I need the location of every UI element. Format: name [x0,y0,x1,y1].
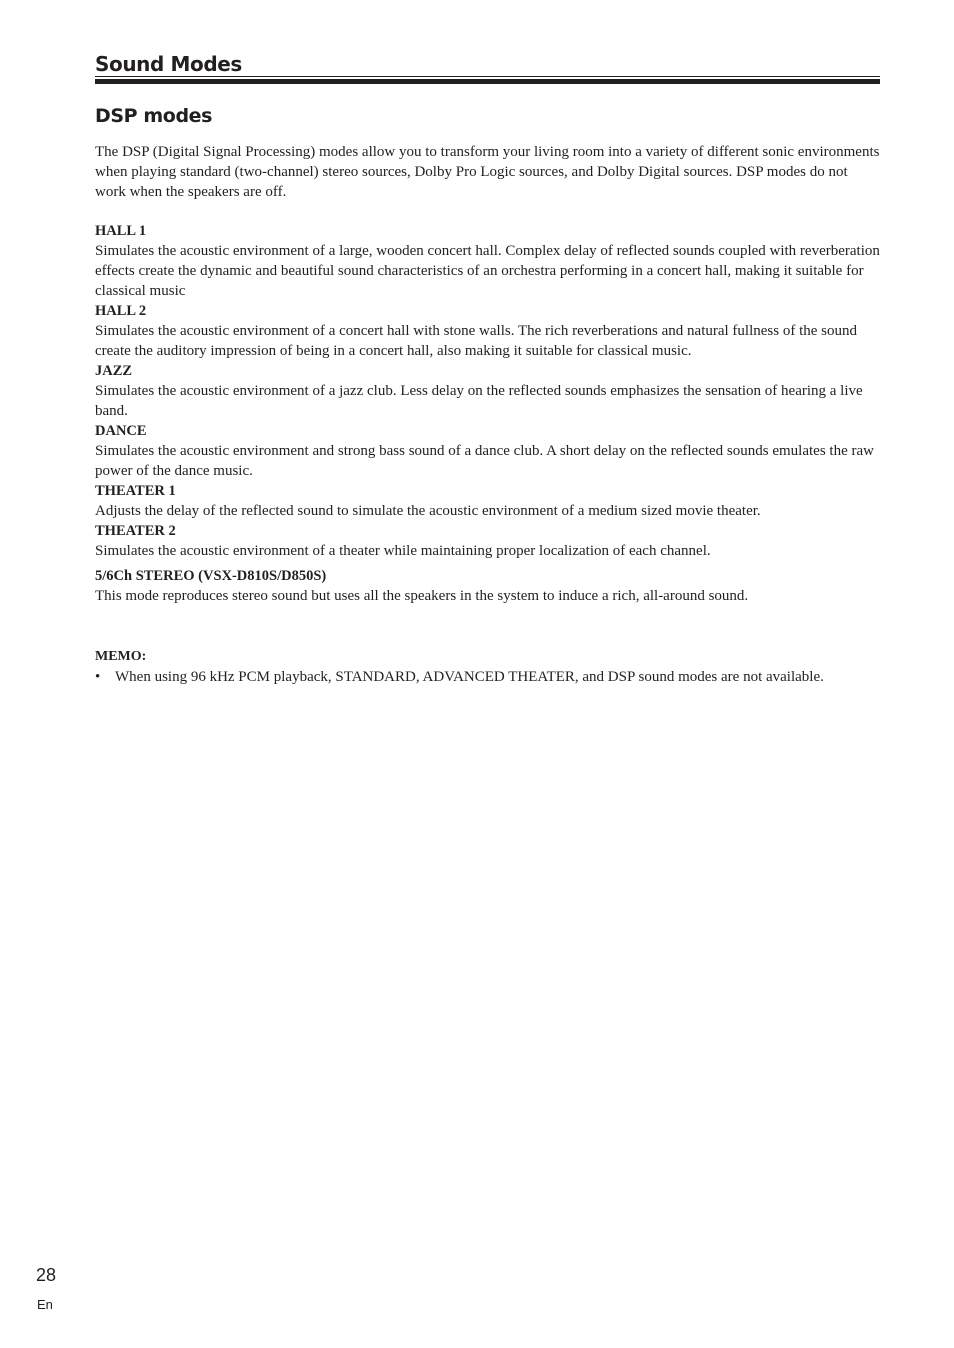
dsp-mode-hall-2 [95,301,880,361]
mode-name: HALL 2 [95,303,147,319]
header-rule-thick [95,79,880,84]
dsp-mode-jazz [95,361,880,421]
mode-name: DANCE [95,423,147,439]
memo-list [95,667,880,687]
dsp-mode-theater-2 [95,521,880,561]
mode-name: 5/6Ch STEREO (VSX-D810S/D850S) [95,568,327,584]
mode-description: Simulates the acoustic environment and strong bass sound of a dance club. A short delay on the reflected sounds emulates the raw power of the dance music. [95,443,874,479]
mode-description: This mode reproduces stereo sound but uses all the speakers in the system to induce a rich, all-around sound. [95,588,749,604]
page-title: DSP modes [95,105,213,127]
memo-text: When using 96 kHz PCM playback, STANDARD, ADVANCED THEATER, and DSP sound modes are not available. [115,669,824,685]
mode-name: THEATER 2 [95,523,176,539]
section-title: Sound Modes [95,52,242,76]
dsp-mode-stereo [95,566,880,606]
mode-description: Simulates the acoustic environment of a concert hall with stone walls. The rich reverberations and natural fullness of the sound create the auditory impression of being in a concert hall, also making it suitable for classical music. [95,323,858,359]
dsp-mode-list [95,221,880,606]
mode-name: THEATER 1 [95,483,176,499]
mode-name: HALL 1 [95,223,147,239]
page-language: En [37,1297,53,1312]
bullet-icon: • [95,669,101,685]
mode-description: Simulates the acoustic environment of a jazz club. Less delay on the reflected sounds emphasizes the sensation of hearing a live band. [95,383,863,419]
memo-item [95,667,880,687]
dsp-mode-dance [95,421,880,481]
memo-box [95,647,880,687]
header-rule-thin [95,76,880,77]
dsp-mode-theater-1 [95,481,880,521]
mode-name: JAZZ [95,363,133,379]
mode-description: Simulates the acoustic environment of a theater while maintaining proper localization of each channel. [95,543,711,559]
intro-paragraph: The DSP (Digital Signal Processing) modes allow you to transform your living room into a variety of different sonic environments when playing standard (two-channel) stereo sources, Dolby Pro Logic sources, and Dolby Digital sources. DSP modes do not work when the speakers are off. [95,144,880,200]
mode-description: Adjusts the delay of the reflected sound to simulate the acoustic environment of a medium sized movie theater. [95,503,761,519]
page-number: 28 [36,1265,57,1285]
memo-title: MEMO: [95,649,147,664]
mode-description: Simulates the acoustic environment of a large, wooden concert hall. Complex delay of reflected sounds coupled with reverberation effects create the dynamic and beautiful sound characteristics of an orchestra performing in a concert hall, making it suitable for classical music [95,243,880,299]
dsp-mode-hall-1 [95,221,880,301]
